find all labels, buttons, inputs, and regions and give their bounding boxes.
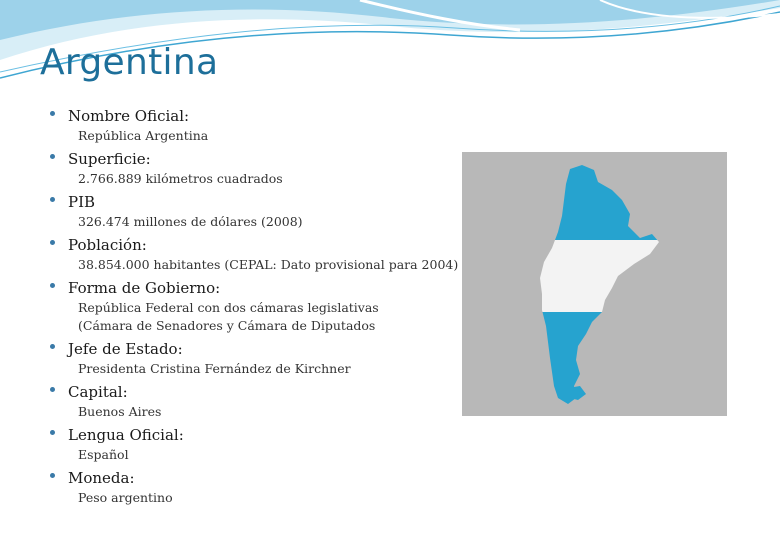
bullet-icon: [50, 154, 55, 159]
bullet-icon: [50, 473, 55, 478]
list-item-pib: [50, 191, 480, 231]
list-item-lengua-oficial: [50, 424, 480, 464]
argentina-map-flag-icon: [462, 152, 727, 416]
list-item-capital: [50, 381, 480, 421]
list-item-jefe-de-estado: [50, 338, 480, 378]
list-item-superficie: [50, 148, 480, 188]
item-value: Presidenta Cristina Fernández de Kirchner: [78, 361, 351, 376]
item-value: República Federal con dos cámaras legislativas: [78, 300, 379, 315]
argentina-map-panel: [462, 152, 727, 416]
slide-title: Argentina: [40, 42, 219, 83]
item-value: República Argentina: [78, 128, 209, 143]
list-item-nombre-oficial: [50, 105, 480, 145]
item-label: Superficie:: [68, 150, 151, 168]
item-label: Forma de Gobierno:: [68, 279, 221, 297]
item-value-continued: (Cámara de Senadores y Cámara de Diputados: [78, 318, 376, 333]
fact-list: [50, 105, 480, 507]
item-label: Moneda:: [68, 469, 135, 487]
item-label: PIB: [68, 193, 96, 211]
item-value: 38.854.000 habitantes (CEPAL: Dato provisional para 2004): [78, 257, 459, 272]
item-value: 326.474 millones de dólares (2008): [78, 214, 303, 229]
item-label: Nombre Oficial:: [68, 107, 190, 125]
item-value: Peso argentino: [78, 490, 173, 505]
item-value: Español: [78, 447, 129, 462]
list-item-forma-de-gobierno: [50, 277, 480, 335]
bullet-icon: [50, 111, 55, 116]
item-label: Capital:: [68, 383, 128, 401]
bullet-icon: [50, 283, 55, 288]
bullet-icon: [50, 197, 55, 202]
bullet-icon: [50, 344, 55, 349]
item-label: Jefe de Estado:: [68, 340, 183, 358]
item-label: Población:: [68, 236, 147, 254]
list-item-poblacion: [50, 234, 480, 274]
bullet-icon: [50, 387, 55, 392]
bullet-icon: [50, 430, 55, 435]
list-item-moneda: [50, 467, 480, 507]
bullet-icon: [50, 240, 55, 245]
item-value: 2.766.889 kilómetros cuadrados: [78, 171, 283, 186]
item-value: Buenos Aires: [78, 404, 162, 419]
item-label: Lengua Oficial:: [68, 426, 184, 444]
